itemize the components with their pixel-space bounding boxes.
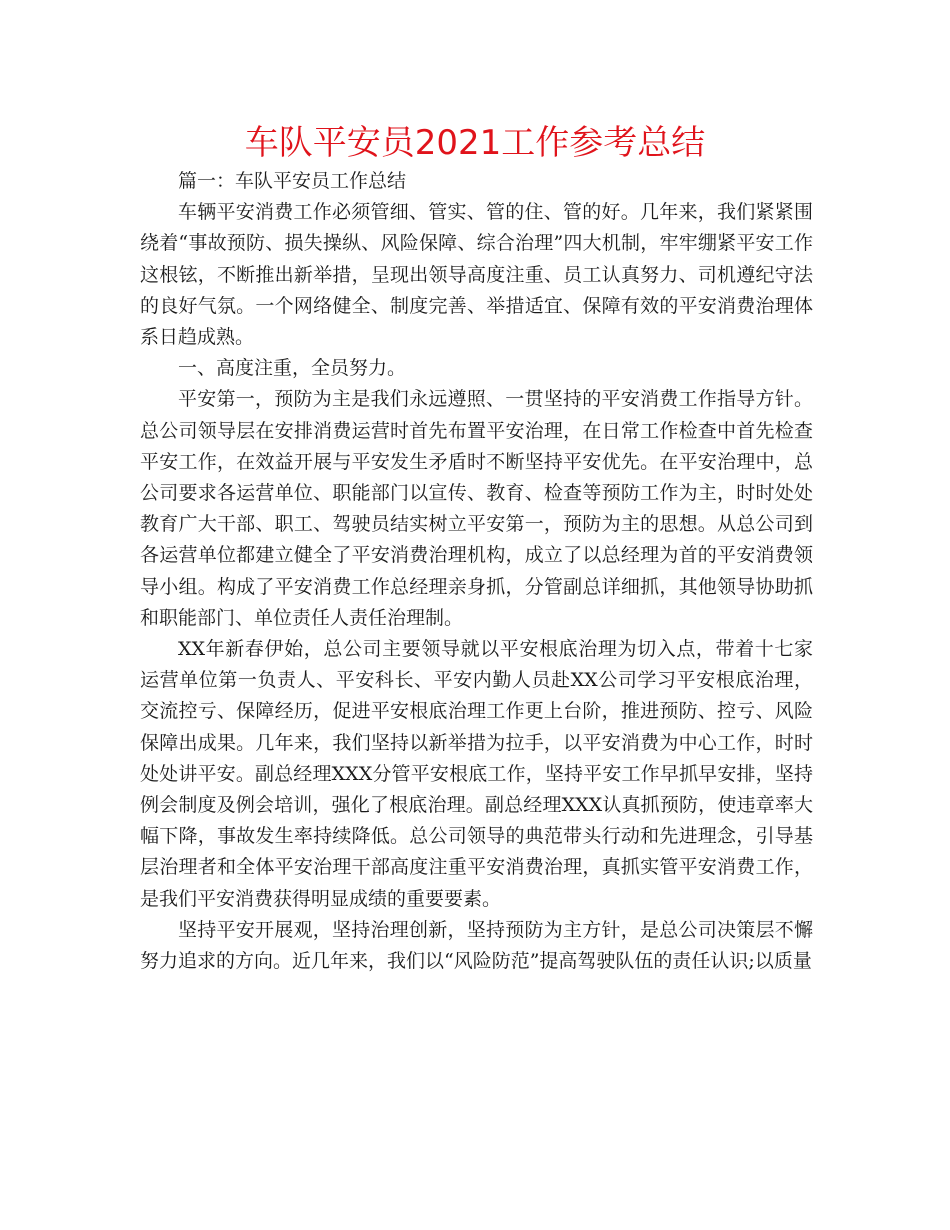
document-body — [140, 166, 813, 977]
paragraph-innovation: 坚持平安开展观，坚持治理创新，坚持预防为主方针，是总公司决策层不懈努力追求的方向。近几年来，我们以“风险防范”提高驾驶队伍的责任认识;以质量 — [140, 918, 813, 973]
paragraph-new-year: XX年新春伊始，总公司主要领导就以平安根底治理为切入点，带着十七家运营单位第一负责人、平安科长、平安内勤人员赴XX公司学习平安根底治理，交流控亏、保障经历，促进平安根底治理工作更上台阶，推进预防、控亏、风险保障出成果。几年来，我们坚持以新举措为拉手，以平安消费为中心工作，时时处处讲平安。副总经理XXX分管平安根底工作，坚持平安工作早抓早安排，坚持例会制度及例会培训，强化了根底治理。副总经理XXX认真抓预防，使违章率大幅下降，事故发生率持续降低。总公司领导的典范带头行动和先进理念，引导基层治理者和全体平安治理干部高度注重平安消费治理，真抓实管平安消费工作，是我们平安消费获得明显成绩的重要要素。 — [140, 638, 813, 910]
document-title: 车队平安员2021工作参考总结 — [244, 123, 706, 163]
section-heading: 一、高度注重，全员努力。 — [178, 357, 407, 380]
paragraph-safety-first: 平安第一，预防为主是我们永远遵照、一贯坚持的平安消费工作指导方针。总公司领导层在安排消费运营时首先布置平安治理，在日常工作检查中首先检查平安工作，在效益开展与平安发生矛盾时不断坚持平安优先。在平安治理中，总公司要求各运营单位、职能部门以宣传、教育、检查等预防工作为主，时时处处教育广大干部、职工、驾驶员结实树立平安第一，预防为主的思想。从总公司到各运营单位都建立健全了平安消费治理机构，成立了以总经理为首的平安消费领导小组。构成了平安消费工作总经理亲身抓，分管副总详细抓，其他领导协助抓和职能部门、单位责任人责任治理制。 — [140, 388, 813, 629]
paragraph-intro: 车辆平安消费工作必须管细、管实、管的住、管的好。几年来，我们紧紧围绕着“事故预防、损失操纵、风险保障、综合治理”四大机制，牢牢绷紧平安工作这根铉，不断推出新举措，呈现出领导高度注重、员工认真努力、司机遵纪守法的良好气氛。一个网络健全、制度完善、举措适宜、保障有效的平安消费治理体系日趋成熟。 — [140, 201, 813, 349]
section-subtitle: 篇一：车队平安员工作总结 — [178, 170, 407, 192]
